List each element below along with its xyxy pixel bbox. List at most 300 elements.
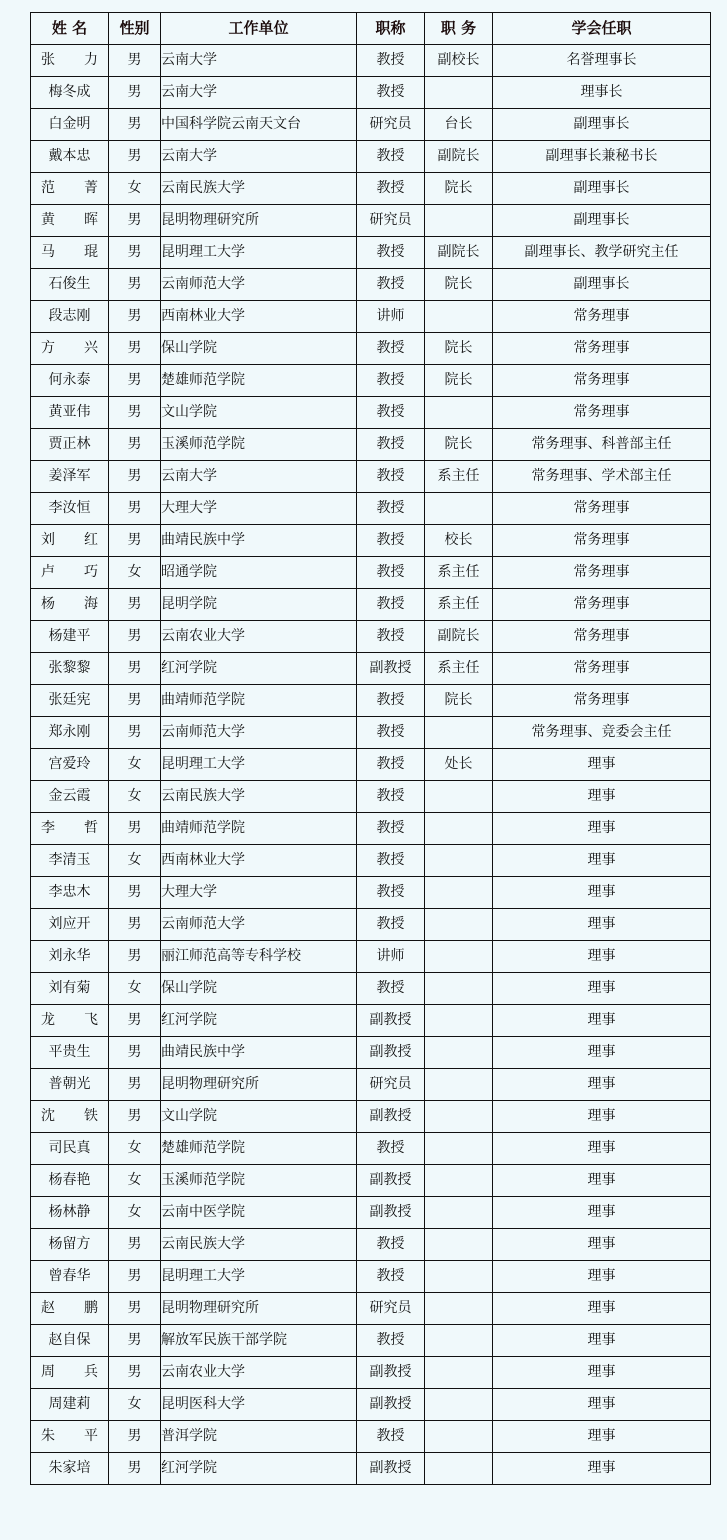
table-row	[31, 141, 711, 173]
member-gender: 男	[109, 77, 161, 109]
member-role: 常务理事	[493, 493, 711, 525]
member-gender: 男	[109, 493, 161, 525]
table-row	[31, 429, 711, 461]
member-gender: 男	[109, 237, 161, 269]
member-role: 常务理事	[493, 685, 711, 717]
table-row	[31, 173, 711, 205]
member-post: 系主任	[425, 461, 493, 493]
member-gender: 男	[109, 1453, 161, 1485]
member-role: 常务理事	[493, 525, 711, 557]
member-post	[425, 1229, 493, 1261]
table-row	[31, 1069, 711, 1101]
member-role: 理事	[493, 845, 711, 877]
member-name: 方 兴	[31, 333, 109, 365]
member-title: 教授	[357, 1229, 425, 1261]
member-unit: 曲靖师范学院	[161, 813, 357, 845]
member-post	[425, 1037, 493, 1069]
member-name: 金云霞	[31, 781, 109, 813]
member-role: 理事	[493, 781, 711, 813]
member-unit: 昆明物理研究所	[161, 1293, 357, 1325]
member-unit: 曲靖民族中学	[161, 1037, 357, 1069]
member-name: 朱家培	[31, 1453, 109, 1485]
member-title: 教授	[357, 781, 425, 813]
member-title: 教授	[357, 685, 425, 717]
member-post	[425, 1453, 493, 1485]
member-gender: 男	[109, 1421, 161, 1453]
member-name: 黄亚伟	[31, 397, 109, 429]
member-unit: 玉溪师范学院	[161, 1165, 357, 1197]
member-unit: 普洱学院	[161, 1421, 357, 1453]
member-name: 石俊生	[31, 269, 109, 301]
member-role: 理事	[493, 1421, 711, 1453]
member-title: 教授	[357, 525, 425, 557]
member-title: 教授	[357, 397, 425, 429]
member-title: 教授	[357, 1325, 425, 1357]
member-gender: 男	[109, 461, 161, 493]
member-role: 常务理事、竞委会主任	[493, 717, 711, 749]
member-unit: 楚雄师范学院	[161, 1133, 357, 1165]
header-row	[31, 13, 711, 45]
member-gender: 男	[109, 1069, 161, 1101]
table-row	[31, 749, 711, 781]
member-unit: 丽江师范高等专科学校	[161, 941, 357, 973]
member-name: 张黎黎	[31, 653, 109, 685]
member-unit: 红河学院	[161, 1453, 357, 1485]
member-title: 副教授	[357, 1453, 425, 1485]
member-title: 教授	[357, 461, 425, 493]
table-row	[31, 525, 711, 557]
council-members-table	[30, 12, 711, 1485]
member-gender: 男	[109, 653, 161, 685]
member-post	[425, 973, 493, 1005]
member-name: 杨留方	[31, 1229, 109, 1261]
member-unit: 昆明理工大学	[161, 1261, 357, 1293]
member-title: 教授	[357, 237, 425, 269]
table-row	[31, 269, 711, 301]
header-post: 职 务	[425, 13, 493, 45]
member-role: 名誉理事长	[493, 45, 711, 77]
table-row	[31, 781, 711, 813]
member-unit: 云南中医学院	[161, 1197, 357, 1229]
member-title: 副教授	[357, 1165, 425, 1197]
member-name: 白金明	[31, 109, 109, 141]
member-name: 龙 飞	[31, 1005, 109, 1037]
member-title: 讲师	[357, 941, 425, 973]
table-row	[31, 1261, 711, 1293]
member-gender: 男	[109, 1261, 161, 1293]
table-row	[31, 461, 711, 493]
member-role: 副理事长兼秘书长	[493, 141, 711, 173]
member-unit: 云南师范大学	[161, 909, 357, 941]
member-title: 讲师	[357, 301, 425, 333]
table-row	[31, 1325, 711, 1357]
member-gender: 男	[109, 205, 161, 237]
member-name: 司民真	[31, 1133, 109, 1165]
member-role: 理事	[493, 1101, 711, 1133]
member-title: 教授	[357, 589, 425, 621]
member-title: 副教授	[357, 653, 425, 685]
member-title: 教授	[357, 813, 425, 845]
member-title: 教授	[357, 557, 425, 589]
member-gender: 女	[109, 781, 161, 813]
member-gender: 男	[109, 1293, 161, 1325]
table-row	[31, 909, 711, 941]
member-gender: 男	[109, 877, 161, 909]
member-name: 李 哲	[31, 813, 109, 845]
member-post: 副院长	[425, 141, 493, 173]
member-unit: 中国科学院云南天文台	[161, 109, 357, 141]
member-gender: 男	[109, 525, 161, 557]
member-name: 李忠木	[31, 877, 109, 909]
member-gender: 男	[109, 909, 161, 941]
member-post	[425, 1069, 493, 1101]
member-title: 教授	[357, 141, 425, 173]
member-unit: 昆明学院	[161, 589, 357, 621]
member-role: 副理事长、教学研究主任	[493, 237, 711, 269]
member-name: 普朝光	[31, 1069, 109, 1101]
member-post	[425, 1133, 493, 1165]
member-gender: 男	[109, 1037, 161, 1069]
table-row	[31, 77, 711, 109]
table-row	[31, 397, 711, 429]
member-post: 院长	[425, 269, 493, 301]
member-gender: 男	[109, 717, 161, 749]
member-gender: 男	[109, 941, 161, 973]
member-post: 系主任	[425, 557, 493, 589]
member-name: 何永泰	[31, 365, 109, 397]
member-title: 教授	[357, 909, 425, 941]
table-row	[31, 205, 711, 237]
table-row	[31, 237, 711, 269]
member-title: 教授	[357, 333, 425, 365]
member-post: 副院长	[425, 621, 493, 653]
member-unit: 大理大学	[161, 877, 357, 909]
table-row	[31, 301, 711, 333]
member-gender: 男	[109, 813, 161, 845]
member-name: 杨林静	[31, 1197, 109, 1229]
member-gender: 男	[109, 333, 161, 365]
member-name: 刘永华	[31, 941, 109, 973]
member-post: 院长	[425, 429, 493, 461]
member-gender: 女	[109, 1389, 161, 1421]
member-post: 院长	[425, 173, 493, 205]
member-unit: 云南民族大学	[161, 781, 357, 813]
member-title: 教授	[357, 493, 425, 525]
member-role: 常务理事、科普部主任	[493, 429, 711, 461]
member-gender: 男	[109, 1005, 161, 1037]
table-row	[31, 621, 711, 653]
table-row	[31, 1197, 711, 1229]
member-title: 副教授	[357, 1005, 425, 1037]
member-gender: 女	[109, 845, 161, 877]
table-row	[31, 1101, 711, 1133]
table-row	[31, 493, 711, 525]
member-role: 副理事长	[493, 173, 711, 205]
member-title: 教授	[357, 973, 425, 1005]
table-row	[31, 1357, 711, 1389]
member-post	[425, 1293, 493, 1325]
member-name: 姜泽军	[31, 461, 109, 493]
member-title: 副教授	[357, 1037, 425, 1069]
table-row	[31, 717, 711, 749]
member-name: 宫爱玲	[31, 749, 109, 781]
member-unit: 云南农业大学	[161, 621, 357, 653]
member-title: 教授	[357, 1421, 425, 1453]
table-row	[31, 1421, 711, 1453]
member-gender: 男	[109, 397, 161, 429]
member-title: 教授	[357, 365, 425, 397]
member-name: 张廷宪	[31, 685, 109, 717]
member-title: 副教授	[357, 1197, 425, 1229]
member-unit: 云南大学	[161, 141, 357, 173]
member-post	[425, 397, 493, 429]
member-title: 教授	[357, 749, 425, 781]
member-unit: 昭通学院	[161, 557, 357, 589]
header-title: 职称	[357, 13, 425, 45]
member-name: 杨春艳	[31, 1165, 109, 1197]
member-unit: 文山学院	[161, 397, 357, 429]
member-post	[425, 1261, 493, 1293]
table-row	[31, 1389, 711, 1421]
member-unit: 大理大学	[161, 493, 357, 525]
member-gender: 男	[109, 1325, 161, 1357]
table-row	[31, 973, 711, 1005]
member-gender: 男	[109, 685, 161, 717]
member-role: 副理事长	[493, 109, 711, 141]
member-role: 理事	[493, 1453, 711, 1485]
member-unit: 云南大学	[161, 77, 357, 109]
member-unit: 昆明理工大学	[161, 237, 357, 269]
member-unit: 玉溪师范学院	[161, 429, 357, 461]
member-role: 副理事长	[493, 205, 711, 237]
member-gender: 女	[109, 1133, 161, 1165]
member-role: 理事	[493, 1293, 711, 1325]
member-post: 处长	[425, 749, 493, 781]
header-role: 学会任职	[493, 13, 711, 45]
member-role: 理事	[493, 813, 711, 845]
header-unit: 工作单位	[161, 13, 357, 45]
member-name: 张 力	[31, 45, 109, 77]
member-unit: 红河学院	[161, 653, 357, 685]
member-role: 理事	[493, 1197, 711, 1229]
member-post	[425, 1005, 493, 1037]
member-gender: 女	[109, 749, 161, 781]
table-row	[31, 1293, 711, 1325]
member-post	[425, 813, 493, 845]
member-post	[425, 717, 493, 749]
member-unit: 曲靖师范学院	[161, 685, 357, 717]
member-title: 教授	[357, 269, 425, 301]
table-row	[31, 1229, 711, 1261]
member-post: 院长	[425, 365, 493, 397]
member-name: 刘应开	[31, 909, 109, 941]
member-post	[425, 301, 493, 333]
table-row	[31, 813, 711, 845]
member-name: 范 菁	[31, 173, 109, 205]
member-unit: 红河学院	[161, 1005, 357, 1037]
member-name: 李清玉	[31, 845, 109, 877]
member-gender: 男	[109, 1229, 161, 1261]
member-post: 副院长	[425, 237, 493, 269]
member-gender: 女	[109, 1197, 161, 1229]
member-gender: 女	[109, 1165, 161, 1197]
member-post	[425, 77, 493, 109]
member-title: 教授	[357, 845, 425, 877]
member-title: 教授	[357, 45, 425, 77]
member-name: 黄 晖	[31, 205, 109, 237]
member-role: 常务理事	[493, 653, 711, 685]
member-post	[425, 781, 493, 813]
table-row	[31, 653, 711, 685]
member-post	[425, 877, 493, 909]
member-post: 校长	[425, 525, 493, 557]
member-post	[425, 845, 493, 877]
member-post	[425, 1101, 493, 1133]
member-role: 理事	[493, 909, 711, 941]
table-row	[31, 589, 711, 621]
member-unit: 昆明医科大学	[161, 1389, 357, 1421]
member-name: 赵 鹏	[31, 1293, 109, 1325]
member-gender: 男	[109, 1101, 161, 1133]
member-role: 常务理事	[493, 365, 711, 397]
member-title: 研究员	[357, 1293, 425, 1325]
member-post: 台长	[425, 109, 493, 141]
member-name: 周建莉	[31, 1389, 109, 1421]
table-header	[31, 13, 711, 45]
member-post: 系主任	[425, 653, 493, 685]
member-role: 理事	[493, 1165, 711, 1197]
member-gender: 男	[109, 589, 161, 621]
member-gender: 女	[109, 973, 161, 1005]
table-row	[31, 45, 711, 77]
table-row	[31, 1165, 711, 1197]
member-name: 曾春华	[31, 1261, 109, 1293]
member-title: 教授	[357, 1133, 425, 1165]
member-gender: 男	[109, 429, 161, 461]
member-unit: 云南师范大学	[161, 269, 357, 301]
member-name: 杨 海	[31, 589, 109, 621]
header-name: 姓 名	[31, 13, 109, 45]
member-title: 研究员	[357, 109, 425, 141]
member-post	[425, 1357, 493, 1389]
member-unit: 西南林业大学	[161, 845, 357, 877]
member-title: 教授	[357, 877, 425, 909]
member-unit: 云南民族大学	[161, 173, 357, 205]
member-role: 常务理事	[493, 589, 711, 621]
table-row	[31, 685, 711, 717]
member-unit: 文山学院	[161, 1101, 357, 1133]
member-title: 教授	[357, 717, 425, 749]
member-role: 常务理事、学术部主任	[493, 461, 711, 493]
member-role: 理事	[493, 973, 711, 1005]
member-name: 赵自保	[31, 1325, 109, 1357]
member-gender: 男	[109, 301, 161, 333]
member-post	[425, 1325, 493, 1357]
header-gender: 性别	[109, 13, 161, 45]
member-title: 研究员	[357, 205, 425, 237]
member-post	[425, 909, 493, 941]
member-unit: 保山学院	[161, 333, 357, 365]
member-gender: 男	[109, 1357, 161, 1389]
member-gender: 男	[109, 365, 161, 397]
member-unit: 曲靖民族中学	[161, 525, 357, 557]
member-role: 理事	[493, 941, 711, 973]
member-title: 教授	[357, 621, 425, 653]
member-gender: 男	[109, 45, 161, 77]
member-post: 系主任	[425, 589, 493, 621]
member-name: 刘有菊	[31, 973, 109, 1005]
member-title: 研究员	[357, 1069, 425, 1101]
member-role: 理事	[493, 1261, 711, 1293]
member-unit: 昆明理工大学	[161, 749, 357, 781]
member-title: 副教授	[357, 1101, 425, 1133]
table-row	[31, 877, 711, 909]
member-title: 副教授	[357, 1389, 425, 1421]
member-unit: 西南林业大学	[161, 301, 357, 333]
member-post: 院长	[425, 333, 493, 365]
table-row	[31, 941, 711, 973]
member-title: 教授	[357, 429, 425, 461]
table-row	[31, 1037, 711, 1069]
member-role: 理事	[493, 1069, 711, 1101]
table-row	[31, 1133, 711, 1165]
member-name: 卢 巧	[31, 557, 109, 589]
member-role: 常务理事	[493, 621, 711, 653]
member-role: 理事	[493, 1037, 711, 1069]
member-title: 副教授	[357, 1357, 425, 1389]
member-gender: 女	[109, 173, 161, 205]
member-role: 理事	[493, 1325, 711, 1357]
member-gender: 女	[109, 557, 161, 589]
member-post	[425, 205, 493, 237]
member-name: 沈 铁	[31, 1101, 109, 1133]
member-unit: 昆明物理研究所	[161, 205, 357, 237]
member-name: 李汝恒	[31, 493, 109, 525]
member-unit: 保山学院	[161, 973, 357, 1005]
member-name: 段志刚	[31, 301, 109, 333]
member-post	[425, 1197, 493, 1229]
member-gender: 男	[109, 141, 161, 173]
table-row	[31, 1453, 711, 1485]
member-name: 戴本忠	[31, 141, 109, 173]
member-gender: 男	[109, 109, 161, 141]
member-post	[425, 493, 493, 525]
member-role: 理事	[493, 877, 711, 909]
member-role: 理事	[493, 1005, 711, 1037]
member-role: 常务理事	[493, 301, 711, 333]
member-title: 教授	[357, 77, 425, 109]
member-post	[425, 1165, 493, 1197]
member-unit: 云南大学	[161, 461, 357, 493]
member-unit: 云南师范大学	[161, 717, 357, 749]
member-role: 理事	[493, 1229, 711, 1261]
member-role: 常务理事	[493, 557, 711, 589]
member-name: 周 兵	[31, 1357, 109, 1389]
member-role: 理事	[493, 1389, 711, 1421]
member-name: 刘 红	[31, 525, 109, 557]
member-name: 马 琨	[31, 237, 109, 269]
member-role: 常务理事	[493, 333, 711, 365]
table-row	[31, 333, 711, 365]
table-row	[31, 109, 711, 141]
member-unit: 云南民族大学	[161, 1229, 357, 1261]
member-unit: 昆明物理研究所	[161, 1069, 357, 1101]
member-name: 郑永刚	[31, 717, 109, 749]
member-role: 理事	[493, 1133, 711, 1165]
member-gender: 男	[109, 269, 161, 301]
member-unit: 楚雄师范学院	[161, 365, 357, 397]
member-title: 教授	[357, 1261, 425, 1293]
